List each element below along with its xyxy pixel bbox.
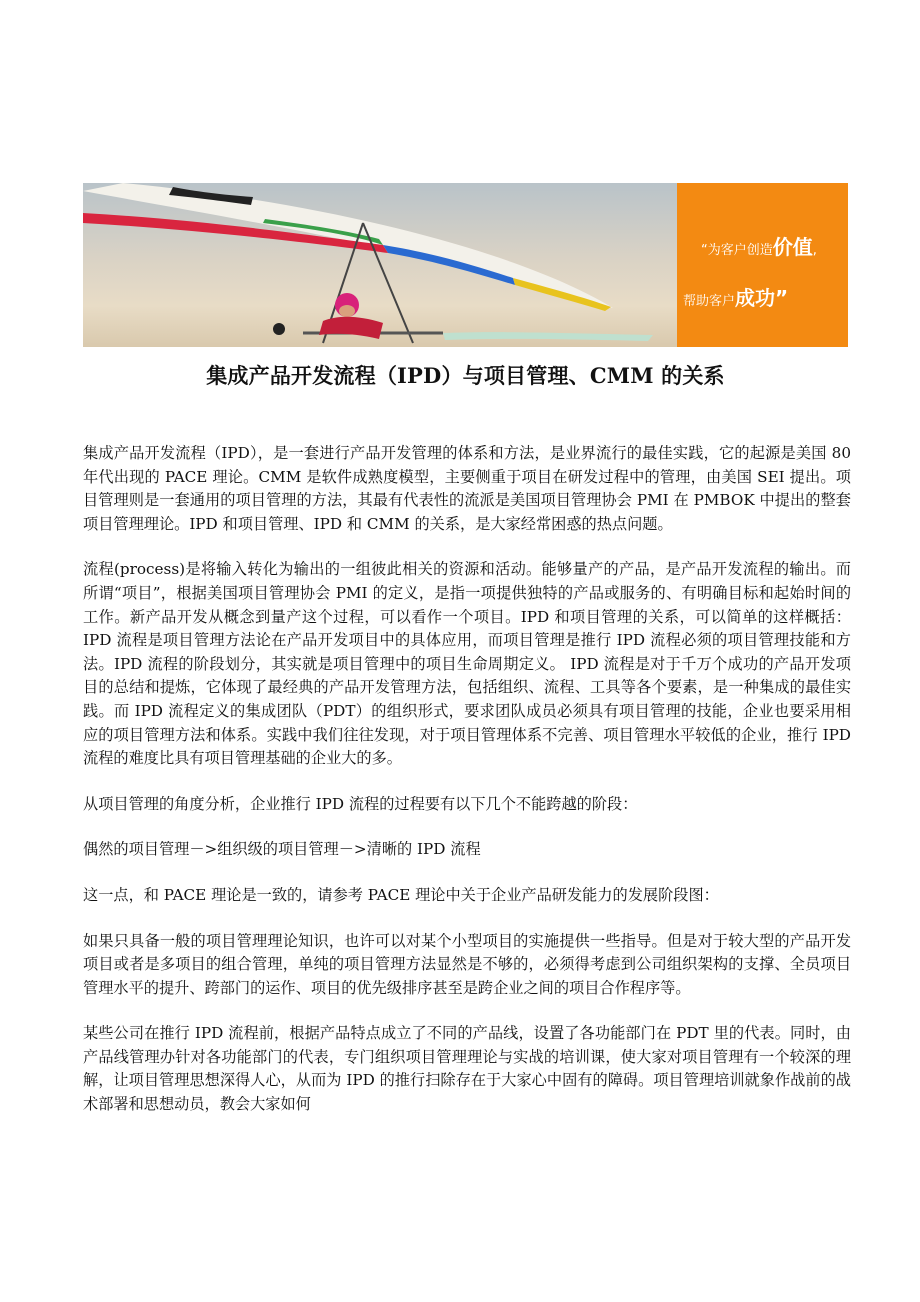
hang-glider-photo	[83, 183, 677, 347]
paragraph: 如果只具备一般的项目管理理论知识，也许可以对某个小型项目的实施提供一些指导。但是对于较大型的产品开发项目或者是多项目的组合管理，单纯的项目管理方法显然是不够的，必须得考虑到公司组织架构的支撑、全员项目管理水平的提升、跨部门的运作、项目的优先级排序甚至是跨企业之间的项目合作程序等。	[83, 931, 851, 997]
slogan-line-1-suffix: ,	[812, 243, 817, 258]
paragraph: 流程(process)是将输入转化为输出的一组彼此相关的资源和活动。能够量产的产品，是产品开发流程的输出。而所谓“项目”，根据美国项目管理协会 PMI 的定义，是指一项提供独特的产品或服务的、有明确目标和起始时间的工作。新产品开发从概念到量产这个过程，可以看作一个项目。IPD 和项目管理的关系，可以简单的这样概括：IPD 流程是项目管理方法论在产品开发项目中的具体应用，而项目管理是推行 IPD 流程必须的项目管理技能和方法。IPD 流程的阶段划分，其实就是项目管理中的项目生命周期定义。 IPD 流程是对于千万个成功的产品开发项目的总结和提炼，它体现了最经典的产品开发管理方法，包括组织、流程、工具等各个要素，是一种集成的最佳实践。而 IPD 流程定义的集成团队（PDT）的组织形式，要求团队成员必须具有项目管理的技能，企业也要采用相应的项目管理方法和体系。实践中我们往往发现，对于项目管理体系不完善、项目管理水平较低的企业，推行 IPD 流程的难度比具有项目管理基础的企业大的多。	[83, 560, 851, 768]
slogan-line-2-prefix: 帮助客户	[683, 294, 736, 309]
paragraph: 某些公司在推行 IPD 流程前，根据产品特点成立了不同的产品线，设置了各功能部门在 PDT 里的代表。同时，由产品线管理办针对各功能部门的代表，专门组织项目管理理论与实战的培训课，使大家对项目管理有一个较深的理解，让项目管理思想深得人心，从而为 IPD 的推行扫除存在于大家心中固有的障碍。项目管理培训就象作战前的战术部署和思想动员，教会大家如何	[83, 1024, 851, 1114]
paragraph: 集成产品开发流程（IPD），是一套进行产品开发管理的体系和方法，是业界流行的最佳实践，它的起源是美国 80 年代出现的 PACE 理论。CMM 是软件成熟度模型，主要侧重于项目在研发过程中的管理，由美国 SEI 提出。项目管理则是一套通用的项目管理的方法，其最有代表性的流派是美国项目管理协会 PMI 在 PMBOK 中提出的整套项目管理理论。IPD 和项目管理、IPD 和 CMM 的关系，是大家经常困惑的热点问题。	[83, 444, 851, 533]
slogan-line-1-prefix: “为客户创造	[701, 243, 773, 258]
document-title: 集成产品开发流程（IPD）与项目管理、CMM 的关系	[206, 363, 725, 388]
hang-glider-illustration	[83, 183, 677, 347]
document-body	[83, 442, 851, 1139]
paragraph: 这一点，和 PACE 理论是一致的，请参考 PACE 理论中关于企业产品研发能力的发展阶段图：	[83, 885, 719, 904]
slogan-line-1	[701, 231, 817, 260]
slogan-line-2-emphasis: 成功”	[735, 286, 789, 310]
slogan-line-2	[683, 282, 788, 311]
slogan-panel	[677, 183, 848, 347]
paragraph: 从项目管理的角度分析，企业推行 IPD 流程的过程要有以下几个不能跨越的阶段：	[83, 794, 638, 813]
paragraph: 偶然的项目管理－>组织级的项目管理－>清晰的 IPD 流程	[83, 840, 481, 859]
header-banner	[83, 183, 848, 347]
slogan-line-1-emphasis: 价值	[772, 235, 813, 259]
